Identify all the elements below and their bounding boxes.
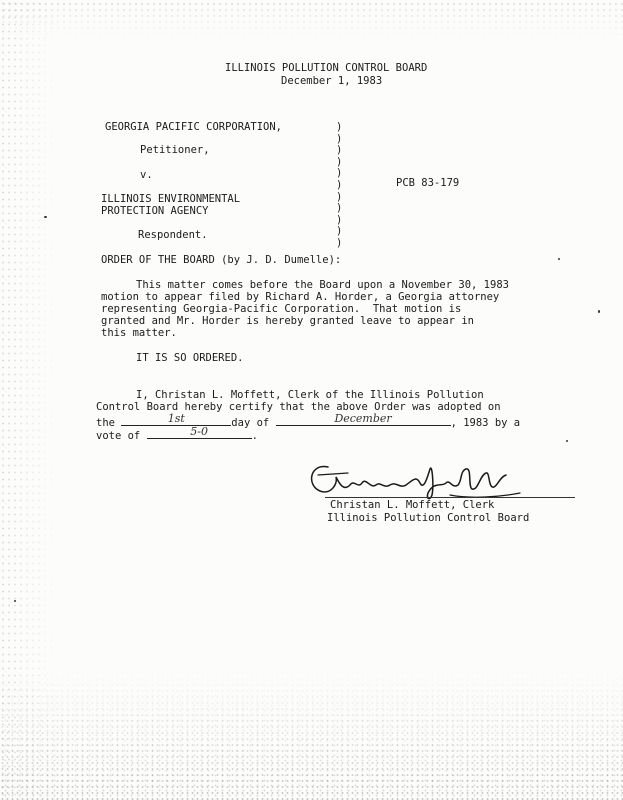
order-body-line-3: representing Georgia-Pacific Corporation. That motion is — [101, 303, 462, 315]
order-body-line-2: motion to appear filed by Richard A. Horder, a Georgia attorney — [101, 291, 500, 303]
signature-line — [325, 497, 575, 498]
cert-day-of-label: day of — [231, 417, 270, 429]
scan-noise-bottom — [0, 670, 623, 800]
scan-speck — [14, 600, 16, 602]
scan-speck — [558, 258, 560, 260]
case-number: PCB 83-179 — [396, 177, 460, 189]
vote-handwritten-value: 5-0 — [190, 425, 208, 438]
signer-name-title: Christan L. Moffett, Clerk — [330, 499, 495, 511]
agency-title: ILLINOIS POLLUTION CONTROL BOARD — [225, 62, 428, 74]
respondent-name-line-2: PROTECTION AGENCY — [101, 205, 209, 217]
vote-blank — [147, 425, 252, 439]
caption-bracket: ) ) ) ) ) ) ) ) ) ) ) — [336, 121, 343, 249]
respondent-name-line-1: ILLINOIS ENVIRONMENTAL — [101, 193, 241, 205]
day-blank — [121, 412, 231, 426]
cert-year-label: , 1983 by a — [450, 417, 521, 429]
certification-line-2: Control Board hereby certify that the above Order was adopted on — [96, 401, 501, 413]
day-handwritten-value: 1st — [167, 412, 185, 425]
order-closing: IT IS SO ORDERED. — [136, 352, 244, 364]
document-date: December 1, 1983 — [281, 75, 383, 87]
scan-noise-top — [0, 0, 623, 40]
scan-speck — [566, 440, 568, 442]
month-handwritten-value: December — [334, 412, 392, 425]
versus-label: v. — [140, 169, 153, 181]
month-blank — [276, 412, 451, 426]
cert-period: . — [251, 430, 258, 442]
petitioner-name: GEORGIA PACIFIC CORPORATION, — [105, 121, 283, 133]
certification-line-4 — [96, 425, 258, 442]
cert-vote-label: vote of — [96, 430, 141, 442]
order-body-line-5: this matter. — [101, 327, 177, 339]
petitioner-role: Petitioner, — [140, 144, 210, 156]
signer-organization: Illinois Pollution Control Board — [327, 512, 530, 524]
scan-speck — [598, 310, 600, 313]
order-body-line-4: granted and Mr. Horder is hereby granted leave to appear in — [101, 315, 474, 327]
order-body-line-1: This matter comes before the Board upon a November 30, 1983 — [136, 279, 509, 291]
scan-speck — [44, 216, 47, 218]
certification-line-1: I, Christan L. Moffett, Clerk of the Illinois Pollution — [136, 389, 484, 401]
cert-the-label: the — [96, 417, 115, 429]
respondent-role: Respondent. — [138, 229, 208, 241]
order-heading: ORDER OF THE BOARD (by J. D. Dumelle): — [101, 254, 342, 266]
